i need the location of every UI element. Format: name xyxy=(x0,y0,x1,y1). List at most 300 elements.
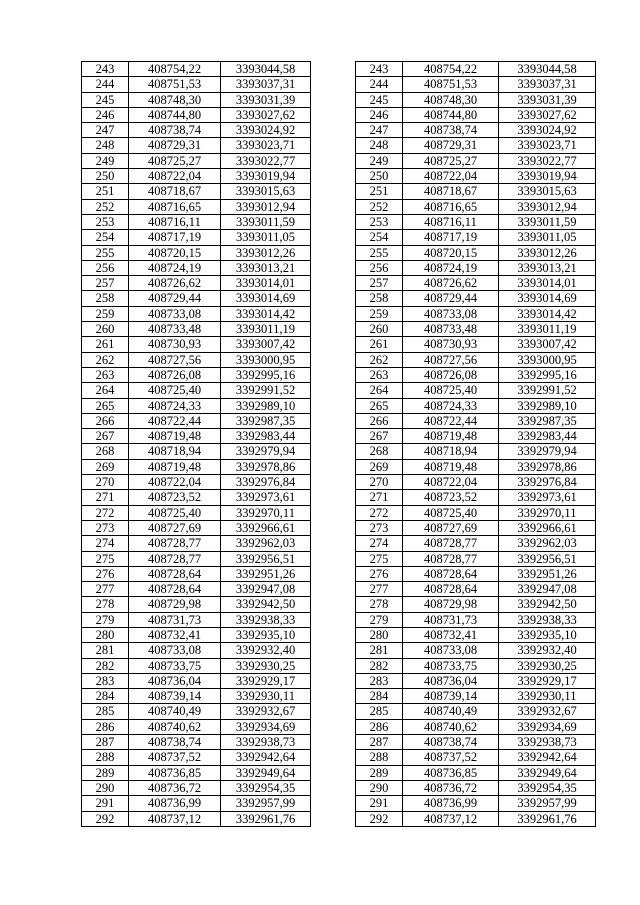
y-coordinate-cell: 3392938,33 xyxy=(221,612,311,627)
table-row xyxy=(82,566,596,581)
coordinates-table xyxy=(81,61,596,827)
y-coordinate-cell: 3392935,10 xyxy=(499,627,596,642)
point-number-cell: 289 xyxy=(82,765,129,780)
point-number-cell: 260 xyxy=(356,322,403,337)
point-number-cell: 278 xyxy=(356,597,403,612)
x-coordinate-cell: 408727,69 xyxy=(129,520,221,535)
point-number-cell: 251 xyxy=(82,184,129,199)
column-gap xyxy=(311,169,356,184)
y-coordinate-cell: 3392934,69 xyxy=(499,719,596,734)
point-number-cell: 266 xyxy=(356,413,403,428)
y-coordinate-cell: 3392938,73 xyxy=(221,735,311,750)
table-row xyxy=(82,765,596,780)
y-coordinate-cell: 3393044,58 xyxy=(221,62,311,77)
table-row xyxy=(82,138,596,153)
y-coordinate-cell: 3393014,42 xyxy=(221,306,311,321)
x-coordinate-cell: 408736,85 xyxy=(129,765,221,780)
point-number-cell: 263 xyxy=(82,367,129,382)
y-coordinate-cell: 3393012,26 xyxy=(499,245,596,260)
point-number-cell: 270 xyxy=(356,475,403,490)
x-coordinate-cell: 408738,74 xyxy=(403,735,499,750)
point-number-cell: 256 xyxy=(82,260,129,275)
column-gap xyxy=(311,153,356,168)
table-row xyxy=(82,719,596,734)
y-coordinate-cell: 3393011,19 xyxy=(499,322,596,337)
x-coordinate-cell: 408728,77 xyxy=(129,536,221,551)
point-number-cell: 275 xyxy=(82,551,129,566)
x-coordinate-cell: 408728,77 xyxy=(403,551,499,566)
x-coordinate-cell: 408727,56 xyxy=(403,352,499,367)
column-gap xyxy=(311,322,356,337)
point-number-cell: 281 xyxy=(82,643,129,658)
y-coordinate-cell: 3392966,61 xyxy=(221,520,311,535)
column-gap xyxy=(311,520,356,535)
point-number-cell: 288 xyxy=(82,750,129,765)
y-coordinate-cell: 3393027,62 xyxy=(499,107,596,122)
column-gap xyxy=(311,566,356,581)
x-coordinate-cell: 408740,62 xyxy=(403,719,499,734)
y-coordinate-cell: 3393012,94 xyxy=(221,199,311,214)
y-coordinate-cell: 3392983,44 xyxy=(499,429,596,444)
y-coordinate-cell: 3392932,40 xyxy=(221,643,311,658)
point-number-cell: 275 xyxy=(356,551,403,566)
column-gap xyxy=(311,352,356,367)
point-number-cell: 264 xyxy=(356,383,403,398)
y-coordinate-cell: 3393013,21 xyxy=(221,260,311,275)
x-coordinate-cell: 408733,75 xyxy=(403,658,499,673)
column-gap xyxy=(311,245,356,260)
point-number-cell: 268 xyxy=(82,444,129,459)
point-number-cell: 252 xyxy=(356,199,403,214)
point-number-cell: 292 xyxy=(356,811,403,826)
point-number-cell: 279 xyxy=(82,612,129,627)
table-row xyxy=(82,612,596,627)
x-coordinate-cell: 408720,15 xyxy=(403,245,499,260)
point-number-cell: 261 xyxy=(356,337,403,352)
point-number-cell: 271 xyxy=(82,490,129,505)
point-number-cell: 262 xyxy=(82,352,129,367)
table-row xyxy=(82,199,596,214)
point-number-cell: 281 xyxy=(356,643,403,658)
point-number-cell: 243 xyxy=(356,62,403,77)
point-number-cell: 285 xyxy=(82,704,129,719)
point-number-cell: 289 xyxy=(356,765,403,780)
table-row xyxy=(82,123,596,138)
x-coordinate-cell: 408724,33 xyxy=(403,398,499,413)
x-coordinate-cell: 408754,22 xyxy=(403,62,499,77)
point-number-cell: 280 xyxy=(356,627,403,642)
y-coordinate-cell: 3393022,77 xyxy=(499,153,596,168)
point-number-cell: 245 xyxy=(82,92,129,107)
y-coordinate-cell: 3392957,99 xyxy=(221,796,311,811)
x-coordinate-cell: 408722,04 xyxy=(129,475,221,490)
point-number-cell: 276 xyxy=(356,566,403,581)
table-row xyxy=(82,306,596,321)
x-coordinate-cell: 408725,40 xyxy=(403,505,499,520)
x-coordinate-cell: 408736,99 xyxy=(129,796,221,811)
x-coordinate-cell: 408733,08 xyxy=(129,643,221,658)
x-coordinate-cell: 408733,08 xyxy=(129,306,221,321)
x-coordinate-cell: 408728,64 xyxy=(129,566,221,581)
point-number-cell: 248 xyxy=(82,138,129,153)
point-number-cell: 291 xyxy=(82,796,129,811)
point-number-cell: 291 xyxy=(356,796,403,811)
x-coordinate-cell: 408733,75 xyxy=(129,658,221,673)
y-coordinate-cell: 3393012,94 xyxy=(499,199,596,214)
table-row xyxy=(82,444,596,459)
table-row xyxy=(82,627,596,642)
x-coordinate-cell: 408717,19 xyxy=(129,230,221,245)
x-coordinate-cell: 408744,80 xyxy=(129,107,221,122)
x-coordinate-cell: 408728,64 xyxy=(129,582,221,597)
point-number-cell: 269 xyxy=(82,459,129,474)
x-coordinate-cell: 408722,04 xyxy=(129,169,221,184)
point-number-cell: 273 xyxy=(356,520,403,535)
point-number-cell: 249 xyxy=(356,153,403,168)
table-row xyxy=(82,337,596,352)
y-coordinate-cell: 3392987,35 xyxy=(221,413,311,428)
table-row xyxy=(82,107,596,122)
x-coordinate-cell: 408739,14 xyxy=(129,689,221,704)
x-coordinate-cell: 408728,77 xyxy=(403,536,499,551)
point-number-cell: 246 xyxy=(356,107,403,122)
x-coordinate-cell: 408736,72 xyxy=(129,780,221,795)
x-coordinate-cell: 408716,11 xyxy=(403,214,499,229)
x-coordinate-cell: 408726,62 xyxy=(129,276,221,291)
x-coordinate-cell: 408724,19 xyxy=(403,260,499,275)
coordinates-table-body xyxy=(82,62,596,827)
y-coordinate-cell: 3392973,61 xyxy=(221,490,311,505)
point-number-cell: 283 xyxy=(356,673,403,688)
table-row xyxy=(82,322,596,337)
point-number-cell: 287 xyxy=(356,735,403,750)
column-gap xyxy=(311,475,356,490)
x-coordinate-cell: 408744,80 xyxy=(403,107,499,122)
point-number-cell: 261 xyxy=(82,337,129,352)
y-coordinate-cell: 3392989,10 xyxy=(221,398,311,413)
y-coordinate-cell: 3393037,31 xyxy=(499,77,596,92)
y-coordinate-cell: 3392979,94 xyxy=(499,444,596,459)
point-number-cell: 244 xyxy=(356,77,403,92)
y-coordinate-cell: 3393037,31 xyxy=(221,77,311,92)
x-coordinate-cell: 408718,67 xyxy=(129,184,221,199)
table-row xyxy=(82,352,596,367)
column-gap xyxy=(311,123,356,138)
y-coordinate-cell: 3392978,86 xyxy=(221,459,311,474)
point-number-cell: 258 xyxy=(82,291,129,306)
point-number-cell: 249 xyxy=(82,153,129,168)
column-gap xyxy=(311,413,356,428)
x-coordinate-cell: 408754,22 xyxy=(129,62,221,77)
y-coordinate-cell: 3393014,69 xyxy=(221,291,311,306)
y-coordinate-cell: 3393013,21 xyxy=(499,260,596,275)
x-coordinate-cell: 408722,04 xyxy=(403,169,499,184)
y-coordinate-cell: 3392991,52 xyxy=(221,383,311,398)
x-coordinate-cell: 408729,31 xyxy=(129,138,221,153)
point-number-cell: 284 xyxy=(82,689,129,704)
x-coordinate-cell: 408739,14 xyxy=(403,689,499,704)
point-number-cell: 263 xyxy=(356,367,403,382)
point-number-cell: 290 xyxy=(82,780,129,795)
point-number-cell: 259 xyxy=(356,306,403,321)
y-coordinate-cell: 3392991,52 xyxy=(499,383,596,398)
x-coordinate-cell: 408716,65 xyxy=(403,199,499,214)
column-gap xyxy=(311,551,356,566)
table-row xyxy=(82,505,596,520)
table-row xyxy=(82,230,596,245)
y-coordinate-cell: 3393007,42 xyxy=(499,337,596,352)
x-coordinate-cell: 408729,98 xyxy=(129,597,221,612)
point-number-cell: 264 xyxy=(82,383,129,398)
x-coordinate-cell: 408738,74 xyxy=(129,735,221,750)
y-coordinate-cell: 3392942,64 xyxy=(499,750,596,765)
point-number-cell: 277 xyxy=(82,582,129,597)
x-coordinate-cell: 408736,04 xyxy=(129,673,221,688)
point-number-cell: 278 xyxy=(82,597,129,612)
y-coordinate-cell: 3392942,50 xyxy=(221,597,311,612)
x-coordinate-cell: 408729,98 xyxy=(403,597,499,612)
table-row xyxy=(82,735,596,750)
column-gap xyxy=(311,735,356,750)
y-coordinate-cell: 3392949,64 xyxy=(499,765,596,780)
point-number-cell: 282 xyxy=(82,658,129,673)
y-coordinate-cell: 3392938,73 xyxy=(499,735,596,750)
x-coordinate-cell: 408733,08 xyxy=(403,306,499,321)
x-coordinate-cell: 408736,04 xyxy=(403,673,499,688)
y-coordinate-cell: 3392961,76 xyxy=(221,811,311,826)
x-coordinate-cell: 408723,52 xyxy=(403,490,499,505)
column-gap xyxy=(311,704,356,719)
x-coordinate-cell: 408720,15 xyxy=(129,245,221,260)
x-coordinate-cell: 408725,40 xyxy=(129,505,221,520)
x-coordinate-cell: 408737,52 xyxy=(129,750,221,765)
point-number-cell: 243 xyxy=(82,62,129,77)
y-coordinate-cell: 3393031,39 xyxy=(221,92,311,107)
point-number-cell: 288 xyxy=(356,750,403,765)
x-coordinate-cell: 408729,44 xyxy=(129,291,221,306)
y-coordinate-cell: 3392962,03 xyxy=(221,536,311,551)
point-number-cell: 277 xyxy=(356,582,403,597)
y-coordinate-cell: 3393000,95 xyxy=(221,352,311,367)
table-row xyxy=(82,780,596,795)
point-number-cell: 290 xyxy=(356,780,403,795)
x-coordinate-cell: 408740,49 xyxy=(403,704,499,719)
table-row xyxy=(82,291,596,306)
point-number-cell: 286 xyxy=(356,719,403,734)
x-coordinate-cell: 408722,04 xyxy=(403,475,499,490)
column-gap xyxy=(311,230,356,245)
x-coordinate-cell: 408731,73 xyxy=(403,612,499,627)
y-coordinate-cell: 3392956,51 xyxy=(499,551,596,566)
point-number-cell: 258 xyxy=(356,291,403,306)
x-coordinate-cell: 408726,08 xyxy=(403,367,499,382)
point-number-cell: 259 xyxy=(82,306,129,321)
x-coordinate-cell: 408729,31 xyxy=(403,138,499,153)
table-row xyxy=(82,704,596,719)
x-coordinate-cell: 408751,53 xyxy=(403,77,499,92)
x-coordinate-cell: 408722,44 xyxy=(129,413,221,428)
y-coordinate-cell: 3393014,42 xyxy=(499,306,596,321)
x-coordinate-cell: 408728,64 xyxy=(403,582,499,597)
column-gap xyxy=(311,597,356,612)
y-coordinate-cell: 3392973,61 xyxy=(499,490,596,505)
point-number-cell: 282 xyxy=(356,658,403,673)
table-row xyxy=(82,245,596,260)
point-number-cell: 271 xyxy=(356,490,403,505)
x-coordinate-cell: 408718,67 xyxy=(403,184,499,199)
point-number-cell: 253 xyxy=(82,214,129,229)
x-coordinate-cell: 408716,11 xyxy=(129,214,221,229)
column-gap xyxy=(311,689,356,704)
x-coordinate-cell: 408719,48 xyxy=(129,459,221,474)
y-coordinate-cell: 3392942,50 xyxy=(499,597,596,612)
column-gap xyxy=(311,306,356,321)
point-number-cell: 252 xyxy=(82,199,129,214)
y-coordinate-cell: 3393014,01 xyxy=(221,276,311,291)
y-coordinate-cell: 3392947,08 xyxy=(499,582,596,597)
table-row xyxy=(82,551,596,566)
y-coordinate-cell: 3393031,39 xyxy=(499,92,596,107)
column-gap xyxy=(311,505,356,520)
point-number-cell: 268 xyxy=(356,444,403,459)
point-number-cell: 253 xyxy=(356,214,403,229)
x-coordinate-cell: 408732,41 xyxy=(129,627,221,642)
table-row xyxy=(82,490,596,505)
y-coordinate-cell: 3393015,63 xyxy=(499,184,596,199)
column-gap xyxy=(311,199,356,214)
y-coordinate-cell: 3393011,59 xyxy=(499,214,596,229)
y-coordinate-cell: 3393011,05 xyxy=(499,230,596,245)
y-coordinate-cell: 3393014,01 xyxy=(499,276,596,291)
y-coordinate-cell: 3393044,58 xyxy=(499,62,596,77)
y-coordinate-cell: 3392951,26 xyxy=(221,566,311,581)
column-gap xyxy=(311,536,356,551)
x-coordinate-cell: 408729,44 xyxy=(403,291,499,306)
point-number-cell: 245 xyxy=(356,92,403,107)
column-gap xyxy=(311,92,356,107)
x-coordinate-cell: 408736,72 xyxy=(403,780,499,795)
x-coordinate-cell: 408737,52 xyxy=(403,750,499,765)
x-coordinate-cell: 408728,64 xyxy=(403,566,499,581)
column-gap xyxy=(311,811,356,826)
y-coordinate-cell: 3393027,62 xyxy=(221,107,311,122)
column-gap xyxy=(311,490,356,505)
x-coordinate-cell: 408733,48 xyxy=(129,322,221,337)
y-coordinate-cell: 3393000,95 xyxy=(499,352,596,367)
y-coordinate-cell: 3392929,17 xyxy=(499,673,596,688)
column-gap xyxy=(311,719,356,734)
y-coordinate-cell: 3393011,19 xyxy=(221,322,311,337)
column-gap xyxy=(311,138,356,153)
column-gap xyxy=(311,627,356,642)
x-coordinate-cell: 408740,62 xyxy=(129,719,221,734)
x-coordinate-cell: 408740,49 xyxy=(129,704,221,719)
table-row xyxy=(82,536,596,551)
table-row xyxy=(82,276,596,291)
y-coordinate-cell: 3393019,94 xyxy=(499,169,596,184)
table-row xyxy=(82,153,596,168)
x-coordinate-cell: 408748,30 xyxy=(129,92,221,107)
table-row xyxy=(82,413,596,428)
table-row xyxy=(82,811,596,826)
point-number-cell: 266 xyxy=(82,413,129,428)
table-row xyxy=(82,62,596,77)
y-coordinate-cell: 3392951,26 xyxy=(499,566,596,581)
column-gap xyxy=(311,107,356,122)
column-gap xyxy=(311,367,356,382)
x-coordinate-cell: 408748,30 xyxy=(403,92,499,107)
column-gap xyxy=(311,291,356,306)
point-number-cell: 256 xyxy=(356,260,403,275)
y-coordinate-cell: 3392954,35 xyxy=(499,780,596,795)
column-gap xyxy=(311,444,356,459)
y-coordinate-cell: 3392989,10 xyxy=(499,398,596,413)
y-coordinate-cell: 3393022,77 xyxy=(221,153,311,168)
x-coordinate-cell: 408738,74 xyxy=(403,123,499,138)
x-coordinate-cell: 408724,33 xyxy=(129,398,221,413)
point-number-cell: 247 xyxy=(82,123,129,138)
y-coordinate-cell: 3392970,11 xyxy=(499,505,596,520)
column-gap xyxy=(311,276,356,291)
point-number-cell: 262 xyxy=(356,352,403,367)
y-coordinate-cell: 3393015,63 xyxy=(221,184,311,199)
table-row xyxy=(82,582,596,597)
point-number-cell: 254 xyxy=(356,230,403,245)
y-coordinate-cell: 3392970,11 xyxy=(221,505,311,520)
column-gap xyxy=(311,337,356,352)
x-coordinate-cell: 408727,69 xyxy=(403,520,499,535)
column-gap xyxy=(311,383,356,398)
column-gap xyxy=(311,214,356,229)
table-row xyxy=(82,169,596,184)
y-coordinate-cell: 3392949,64 xyxy=(221,765,311,780)
x-coordinate-cell: 408717,19 xyxy=(403,230,499,245)
table-row xyxy=(82,77,596,92)
x-coordinate-cell: 408730,93 xyxy=(403,337,499,352)
point-number-cell: 274 xyxy=(356,536,403,551)
y-coordinate-cell: 3392966,61 xyxy=(499,520,596,535)
table-row xyxy=(82,459,596,474)
point-number-cell: 270 xyxy=(82,475,129,490)
table-row xyxy=(82,673,596,688)
x-coordinate-cell: 408736,99 xyxy=(403,796,499,811)
y-coordinate-cell: 3392957,99 xyxy=(499,796,596,811)
point-number-cell: 250 xyxy=(356,169,403,184)
table-row xyxy=(82,367,596,382)
point-number-cell: 246 xyxy=(82,107,129,122)
column-gap xyxy=(311,612,356,627)
y-coordinate-cell: 3393007,42 xyxy=(221,337,311,352)
column-gap xyxy=(311,796,356,811)
table-row xyxy=(82,658,596,673)
point-number-cell: 251 xyxy=(356,184,403,199)
y-coordinate-cell: 3393023,71 xyxy=(499,138,596,153)
x-coordinate-cell: 408730,93 xyxy=(129,337,221,352)
point-number-cell: 272 xyxy=(356,505,403,520)
y-coordinate-cell: 3392938,33 xyxy=(499,612,596,627)
y-coordinate-cell: 3392932,67 xyxy=(221,704,311,719)
y-coordinate-cell: 3392930,11 xyxy=(499,689,596,704)
x-coordinate-cell: 408724,19 xyxy=(129,260,221,275)
x-coordinate-cell: 408728,77 xyxy=(129,551,221,566)
point-number-cell: 248 xyxy=(356,138,403,153)
point-number-cell: 267 xyxy=(356,429,403,444)
point-number-cell: 265 xyxy=(82,398,129,413)
y-coordinate-cell: 3392930,25 xyxy=(499,658,596,673)
x-coordinate-cell: 408719,48 xyxy=(403,459,499,474)
point-number-cell: 284 xyxy=(356,689,403,704)
point-number-cell: 247 xyxy=(356,123,403,138)
